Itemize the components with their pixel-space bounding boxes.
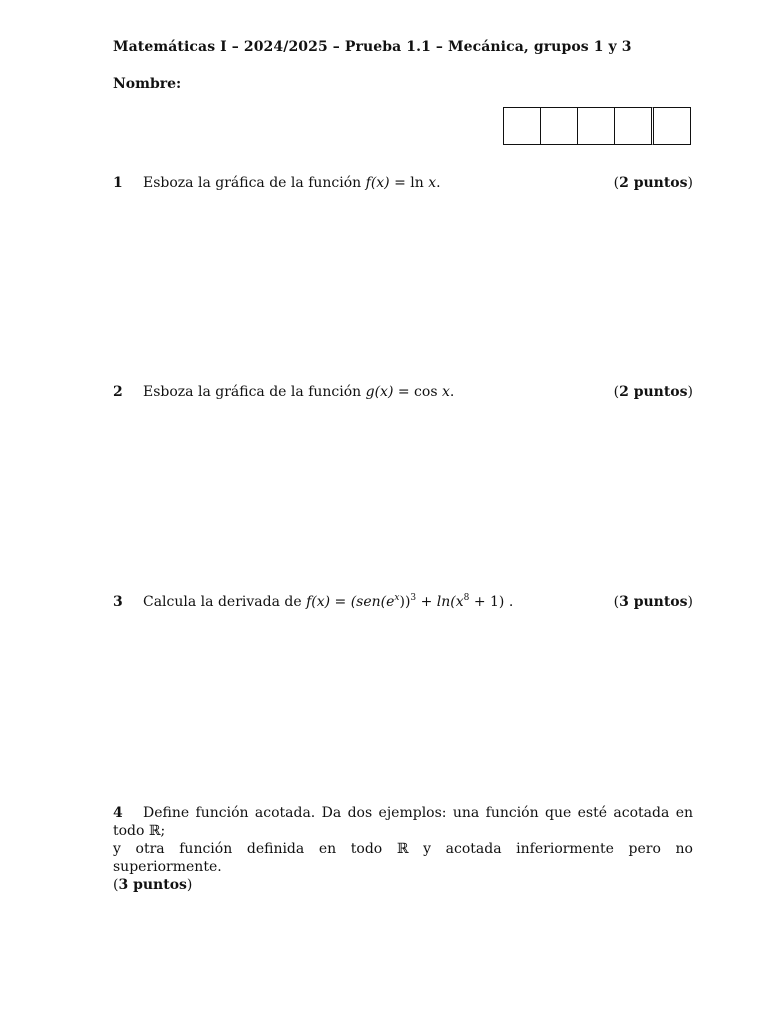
problem-period: . <box>436 175 441 191</box>
grade-box <box>614 107 652 145</box>
math-variable: x <box>428 175 437 191</box>
problem-number: 3 <box>113 594 123 610</box>
math-variable: x <box>441 384 450 400</box>
problem-period: . <box>449 384 455 400</box>
problem-2 <box>113 383 693 401</box>
points-label: (2 puntos) <box>613 384 693 400</box>
grade-box-total <box>651 107 691 145</box>
problem-4 <box>113 804 693 894</box>
math-function: g <box>365 384 375 400</box>
problem-number: 1 <box>113 175 123 191</box>
grade-box <box>503 107 541 145</box>
grade-box <box>540 107 578 145</box>
problem-text <box>113 804 693 876</box>
math-function: f <box>365 175 371 191</box>
points-label: (3 puntos) <box>113 877 193 893</box>
points-label: (3 puntos) <box>613 594 693 610</box>
grade-boxes <box>503 107 691 145</box>
math-equals: = ln <box>389 175 429 191</box>
math-argument: (x) <box>370 175 390 191</box>
problem-number: 4 <box>113 805 123 821</box>
problem-text: Calcula la derivada de <box>143 594 307 610</box>
problem-text: Esboza la gráfica de la función <box>143 384 366 400</box>
grade-box <box>577 107 615 145</box>
points-label: (2 puntos) <box>613 175 693 191</box>
exam-title: Matemáticas I – 2024/2025 – Prueba 1.1 – Mecánica, grupos 1 y 3 <box>113 39 632 55</box>
problem-1 <box>113 174 693 192</box>
problem-line-1: Define función acotada. Da dos ejemplos: una función que esté acotada en todo ℝ; <box>113 805 693 839</box>
math-argument: (x) <box>374 384 394 400</box>
problem-number: 2 <box>113 384 123 400</box>
problem-3 <box>113 593 693 611</box>
problem-line-2: y otra función definida en todo ℝ y acotada inferiormente pero no superiormente. <box>113 841 693 875</box>
problem-text: Esboza la gráfica de la función <box>143 175 366 191</box>
name-label: Nombre: <box>113 76 182 92</box>
math-formula: $f(x) = (sen(e^x))^3 + \ln(x^8 + 1)$ . <box>306 593 514 610</box>
math-equals: = cos <box>393 384 442 400</box>
